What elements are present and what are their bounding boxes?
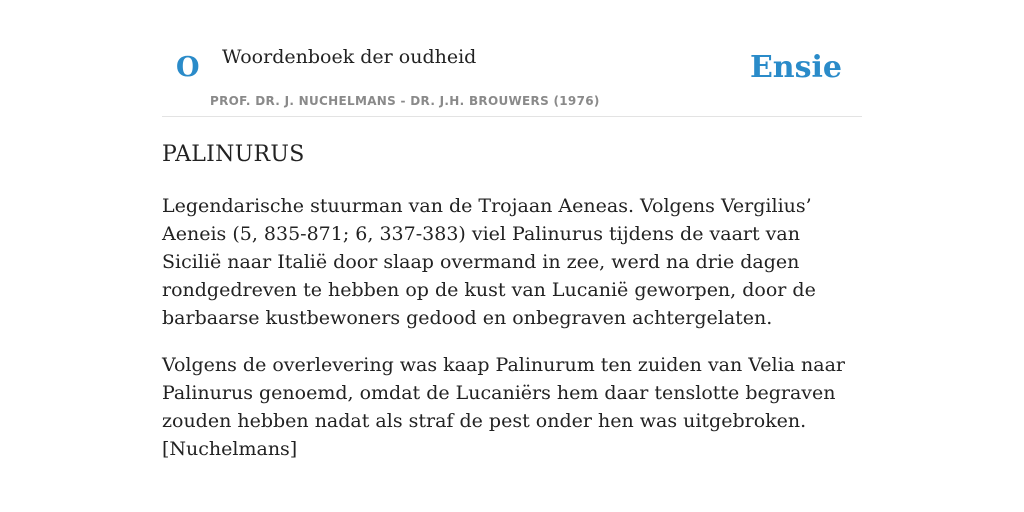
dictionary-title-link[interactable]: Woordenboek der oudheid (222, 46, 477, 68)
letter-index[interactable]: O (176, 52, 200, 83)
entry-paragraph: Volgens de overlevering was kaap Palinurum ten zuiden van Velia naar Palinurus genoemd, omdat de Lucaniërs hem daar tenslotte begraven zouden hebben nadat als straf de pest onder hen was uitgebroken. [Nuchelmans] (162, 354, 845, 460)
dictionary-authors: PROF. DR. J. NUCHELMANS - DR. J.H. BROUWERS (1976) (210, 94, 600, 108)
entry-title: PALINURUS (162, 142, 305, 167)
source-header (162, 0, 862, 117)
entry-article (162, 140, 862, 463)
entry-paragraph: Legendarische stuurman van de Trojaan Aeneas. Volgens Vergilius’ Aeneis (5, 835-871; 6, 337-383) viel Palinurus tijdens de vaart van Sicilië naar Italië door slaap overmand in zee, werd na drie dagen rondgedreven te hebben op de kust van Lucanië geworpen, door de barbaarse kustbewoners gedood en onbegraven achtergelaten. (162, 195, 816, 329)
ensie-logo-link[interactable]: Ensie (749, 50, 842, 85)
